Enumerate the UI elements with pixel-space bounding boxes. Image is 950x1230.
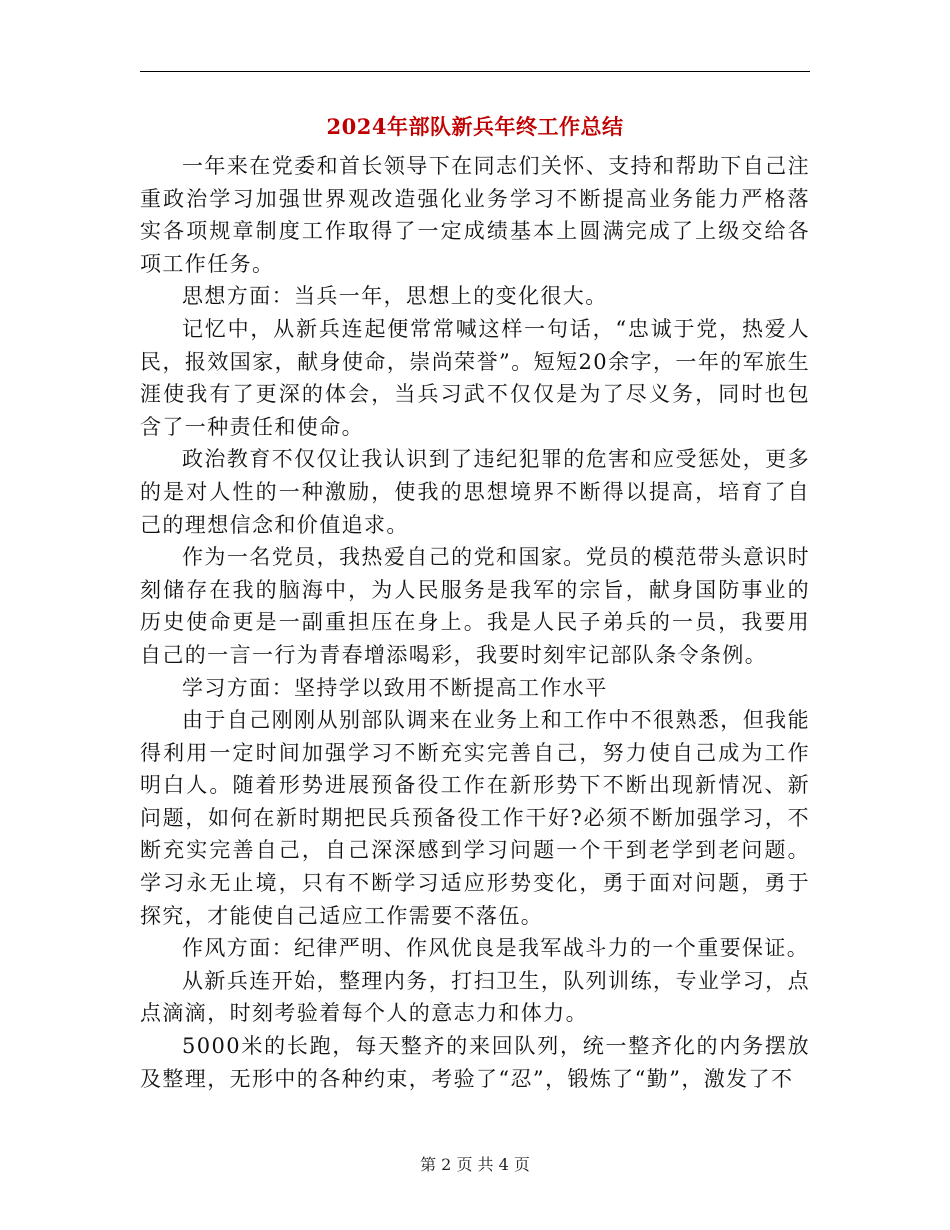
paragraph-intro: 一年来在党委和首长领导下在同志们关怀、支持和帮助下自己注重政治学习加强世界观改造强化业务学习不断提高业务能力严格落实各项规章制度工作取得了一定成绩基本上圆满完成了上级交给各项工作任务。 — [140, 154, 810, 276]
paragraph-long-run: 5000米的长跑，每天整齐的来回队列，统一整齐化的内务摆放及整理，无形中的各种约束，考验了“忍”，锻炼了“勤”，激发了不 — [140, 1034, 810, 1091]
section-heading-study: 学习方面：坚持学以致用不断提高工作水平 — [182, 675, 608, 700]
header-rule — [140, 71, 810, 72]
document-title: 2024年部队新兵年终工作总结 — [326, 114, 624, 139]
paragraph-memory: 记忆中，从新兵连起便常常喊这样一句话，“忠诚于党，热爱人民，报效国家，献身使命，崇尚荣誉”。短短20余字，一年的军旅生涯使我有了更深的体会，当兵习武不仅仅是为了尽义务，同时也包含了一种责任和使命。 — [140, 316, 810, 439]
paragraph-recruit-training: 从新兵连开始，整理内务，打扫卫生，队列训练，专业学习，点点滴滴，时刻考验着每个人的意志力和体力。 — [140, 968, 810, 1026]
section-heading-thought: 思想方面：当兵一年，思想上的变化很大。 — [182, 284, 608, 309]
document-body — [140, 150, 810, 1095]
paragraph-political-education: 政治教育不仅仅让我认识到了违纪犯罪的危害和应受惩处，更多的是对人性的一种激励，使我的思想境界不断得以提高，培育了自己的理想信念和价值追求。 — [140, 447, 810, 537]
paragraph-party-member: 作为一名党员，我热爱自己的党和国家。党员的模范带头意识时刻储存在我的脑海中，为人民服务是我军的宗旨，献身国防事业的历史使命更是一副重担压在身上。我是人民子弟兵的一员，我要用自己的一言一行为青春增添喝彩，我要时刻牢记部队条令条例。 — [140, 545, 810, 667]
paragraph-study: 由于自己刚刚从别部队调来在业务上和工作中不很熟悉，但我能得利用一定时间加强学习不断充实完善自己，努力使自己成为工作明白人。随着形势进展预备役工作在新形势下不断出现新情况、新问题，如何在新时期把民兵预备役工作干好?必须不断加强学习，不断充实完善自己，自己深深感到学习问题一个干到老学到老问题。学习永无止境，只有不断学习适应形势变化，勇于面对问题，勇于探究，才能使自己适应工作需要不落伍。 — [140, 708, 810, 928]
section-heading-style: 作风方面：纪律严明、作风优良是我军战斗力的一个重要保证。 — [182, 936, 810, 961]
page-footer: 第 2 页 共 4 页 — [420, 1155, 530, 1174]
